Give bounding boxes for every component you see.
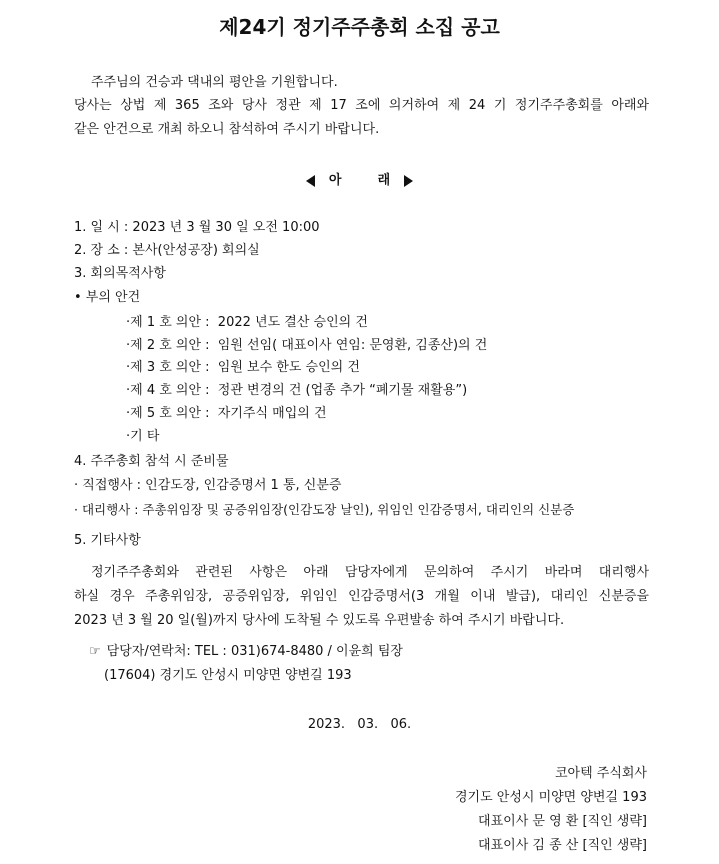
prep-item: · 직접행사 : 인감도장, 인감증명서 1 통, 신분증 bbox=[74, 478, 342, 493]
right-triangle-icon bbox=[404, 175, 413, 187]
pointing-hand-icon: ☞ bbox=[89, 644, 101, 659]
notice-date: 2023. 03. 06. bbox=[307, 717, 412, 732]
agenda-item: ·제 2 호 의안 : 임원 선임( 대표이사 연임: 문영환, 김종산)의 건 bbox=[126, 338, 488, 353]
page-title: 제24기 정기주주총회 소집 공고 bbox=[219, 15, 500, 39]
intro-line-2: 당사는 상법 제 365 조와 당사 정관 제 17 조에 의거하여 제 24 기 정기주주총회를 아래와 bbox=[74, 98, 649, 113]
item-date: 1. 일 시 : 2023 년 3 월 30 일 오전 10:00 bbox=[74, 220, 320, 235]
agenda-item: ·제 1 호 의안 : 2022 년도 결산 승인의 건 bbox=[126, 315, 368, 330]
contact-text: 담당자/연락처: TEL : 031)674-8480 / 이윤희 팀장 bbox=[106, 644, 403, 659]
notice-label: 아 래 bbox=[328, 173, 391, 188]
company-address: 경기도 안성시 미양면 양변길 193 bbox=[454, 790, 647, 805]
other-header: 5. 기타사항 bbox=[74, 533, 141, 548]
left-triangle-icon bbox=[306, 175, 315, 187]
contact-address: (17604) 경기도 안성시 미양면 양변길 193 bbox=[104, 668, 352, 683]
intro-line-1: 주주님의 건승과 댁내의 평안을 기원합니다. bbox=[91, 75, 338, 90]
notice-heading bbox=[0, 172, 719, 190]
agenda-item: ·제 5 호 의안 : 자기주식 매입의 건 bbox=[126, 406, 327, 421]
agenda-item: ·기 타 bbox=[126, 429, 160, 444]
agenda-item: ·제 4 호 의안 : 정관 변경의 건 (업종 추가 “폐기물 재활용”) bbox=[126, 383, 468, 398]
prep-header: 4. 주주총회 참석 시 준비물 bbox=[74, 454, 229, 469]
company-name: 코아텍 주식회사 bbox=[554, 766, 647, 781]
ceo-signature: 대표이사 김 종 산 [직인 생략] bbox=[478, 838, 647, 853]
item-place: 2. 장 소 : 본사(안성공장) 회의실 bbox=[74, 243, 260, 258]
agenda-header: • 부의 안건 bbox=[74, 290, 141, 305]
ceo-signature: 대표이사 문 영 환 [직인 생략] bbox=[478, 814, 647, 829]
agenda-item: ·제 3 호 의안 : 임원 보수 한도 승인의 건 bbox=[126, 360, 360, 375]
other-line-1: 정기주주총회와 관련된 사항은 아래 담당자에게 문의하여 주시기 바라며 대리행사 bbox=[91, 565, 649, 580]
prep-item: · 대리행사 : 주총위임장 및 공증위임장(인감도장 날인), 위임인 인감증명서, 대리인의 신분증 bbox=[74, 502, 575, 517]
other-line-2: 하실 경우 주총위임장, 공증위임장, 위임인 인감증명서(3 개월 이내 발급), 대리인 신분증을 bbox=[74, 589, 649, 604]
item-purpose: 3. 회의목적사항 bbox=[74, 266, 166, 281]
other-line-3: 2023 년 3 월 20 일(월)까지 당사에 도착될 수 있도록 우편발송 하여 주시기 바랍니다. bbox=[74, 613, 565, 628]
intro-line-3: 같은 안건으로 개최 하오니 참석하여 주시기 바랍니다. bbox=[74, 122, 380, 137]
contact-line bbox=[89, 643, 403, 661]
